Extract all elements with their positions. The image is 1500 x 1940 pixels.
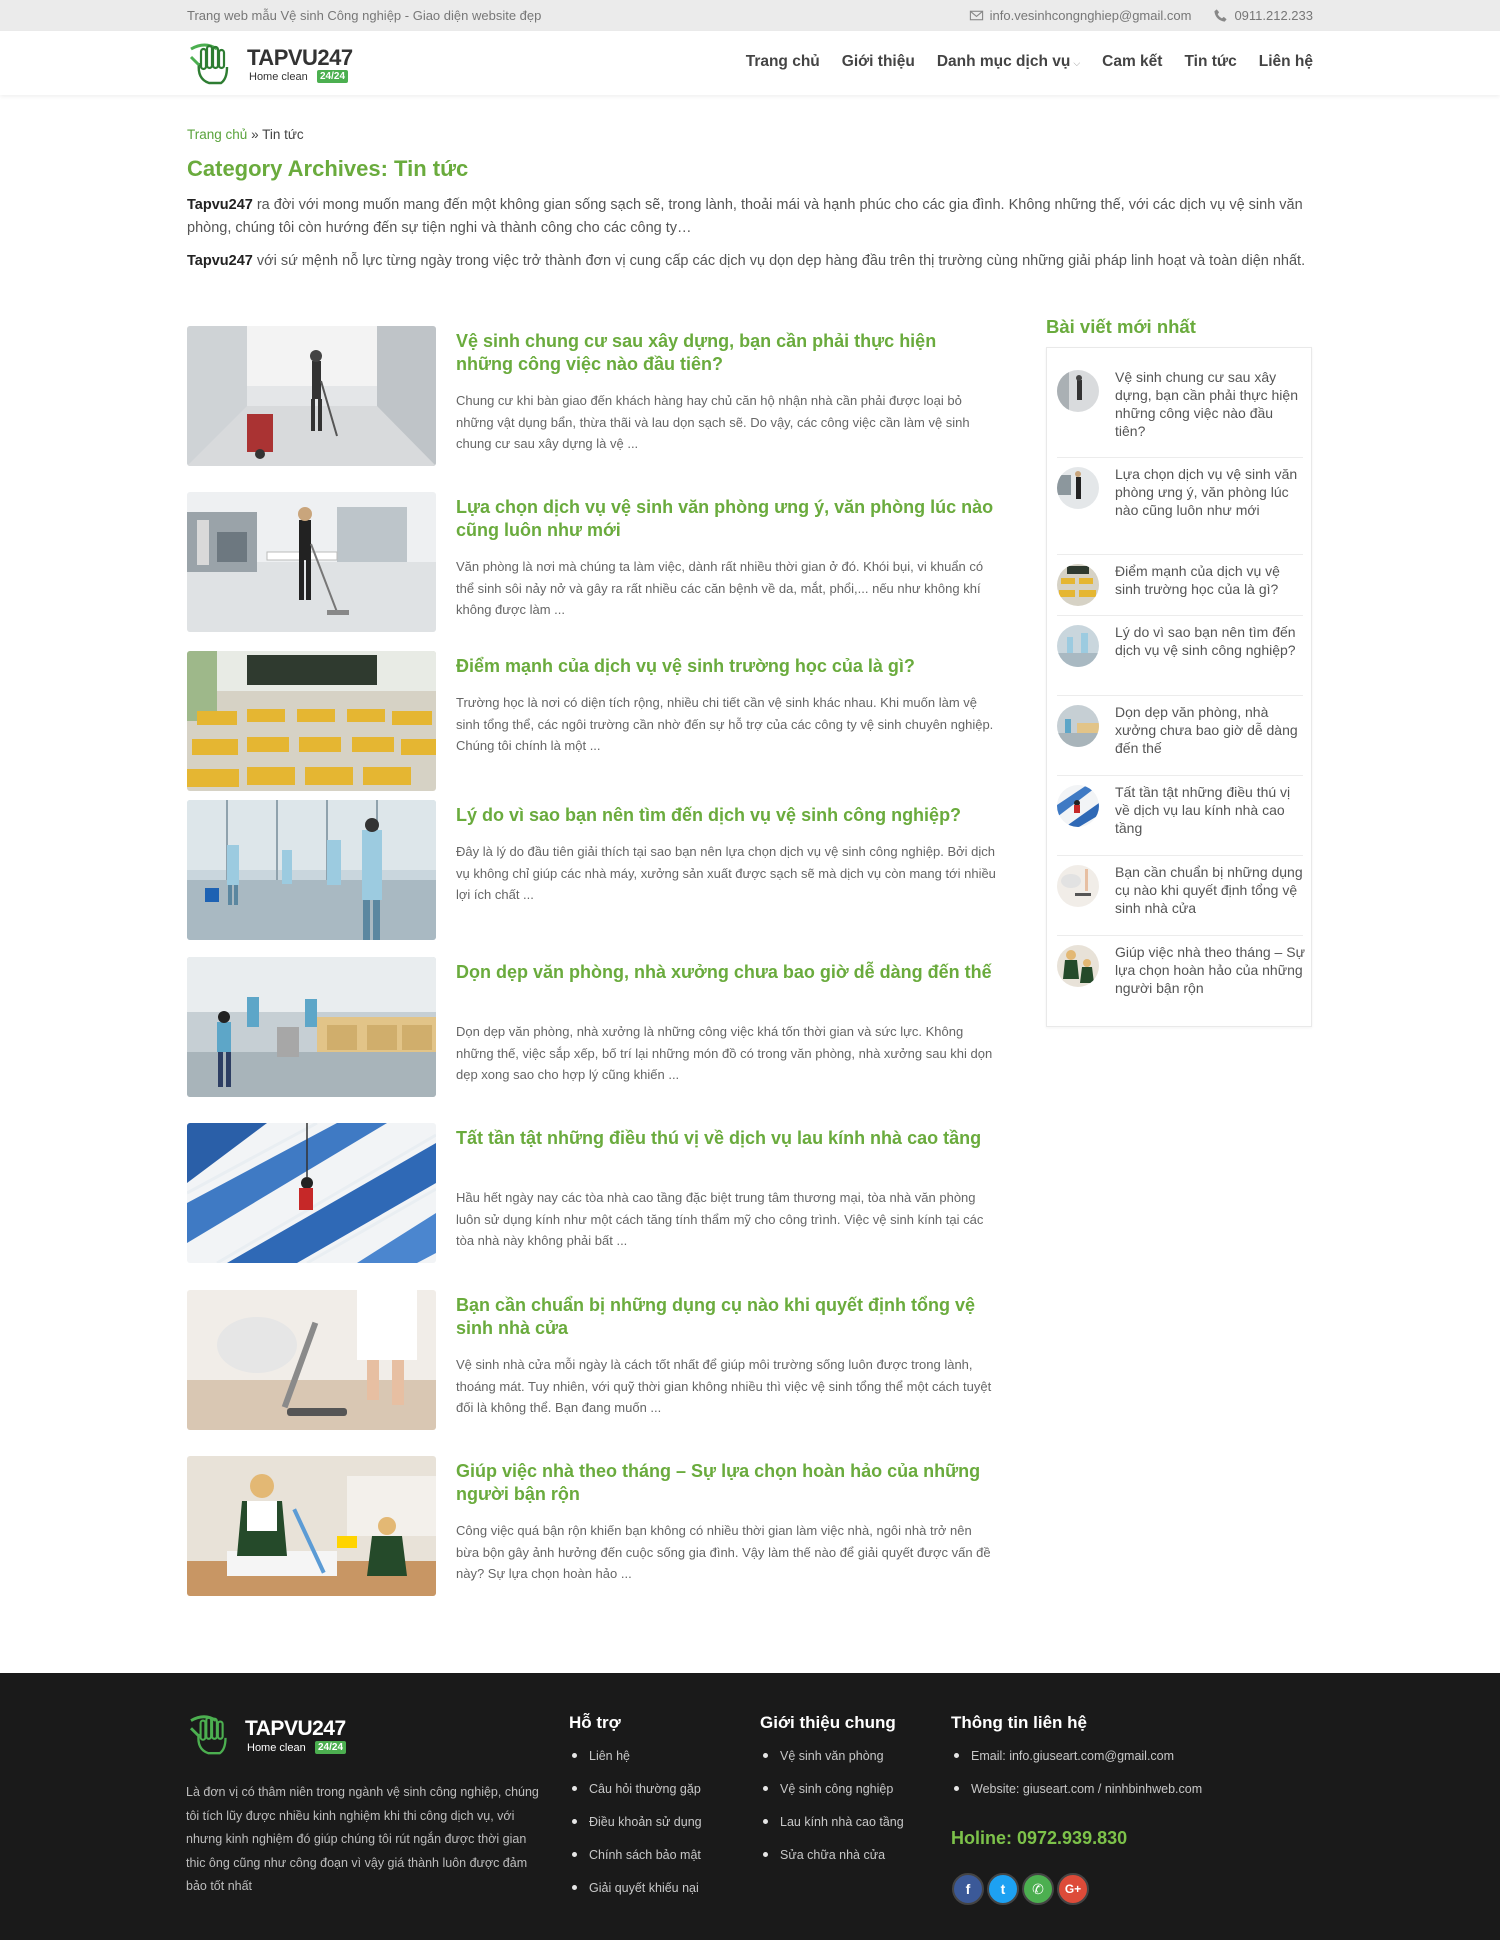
nav-home[interactable]: Trang chủ — [745, 53, 820, 70]
divider — [1057, 855, 1303, 856]
post-title[interactable]: Giúp việc nhà theo tháng – Sự lựa chọn hoàn hảo của những người bận rộn — [456, 1461, 981, 1504]
footer-logo-brand: TAPVU247 — [245, 1717, 346, 1740]
breadcrumb-separator: » — [251, 127, 259, 142]
recent-post-thumb — [1057, 467, 1099, 509]
footer-contact-email[interactable]: Email: info.giuseart.com@gmail.com — [951, 1749, 1202, 1782]
breadcrumb-current: Tin tức — [262, 127, 304, 142]
footer-logo[interactable] — [187, 1711, 357, 1761]
footer-logo-sub: Home clean — [247, 1742, 306, 1754]
recent-post-thumb — [1057, 785, 1099, 827]
divider — [1057, 775, 1303, 776]
facebook-icon[interactable]: f — [952, 1873, 984, 1905]
divider — [1057, 615, 1303, 616]
footer-contact-website[interactable]: Website: giuseart.com / ninhbinhweb.com — [951, 1782, 1202, 1815]
recent-post-thumb — [1057, 625, 1099, 667]
footer-general-list — [760, 1749, 904, 1881]
post-thumbnail[interactable] — [187, 1123, 436, 1263]
post-title[interactable]: Điểm mạnh của dịch vụ vệ sinh trường học của là gì? — [456, 656, 915, 676]
twitter-icon[interactable]: t — [987, 1873, 1019, 1905]
top-bar — [0, 0, 1500, 31]
recent-post-thumb — [1057, 865, 1099, 907]
post-thumbnail[interactable] — [187, 1290, 436, 1430]
sidebar-title: Bài viết mới nhất — [1046, 316, 1196, 337]
footer-link[interactable]: Sửa chữa nhà cửa — [760, 1848, 904, 1881]
footer-link[interactable]: Lau kính nhà cao tầng — [760, 1815, 904, 1848]
recent-post-thumb — [1057, 945, 1099, 987]
footer-link[interactable]: Vệ sinh văn phòng — [760, 1749, 904, 1782]
post-item — [187, 957, 997, 1099]
footer-general-title: Giới thiệu chung — [760, 1713, 896, 1732]
intro-2-strong: Tapvu247 — [187, 253, 253, 269]
post-title[interactable]: Lựa chọn dịch vụ vệ sinh văn phòng ưng ý, văn phòng lúc nào cũng luôn như mới — [456, 497, 994, 540]
logo-sub: Home clean — [249, 71, 308, 83]
recent-post-title: Lý do vì sao bạn nên tìm đến dịch vụ vệ sinh công nghiệp? — [1115, 624, 1296, 658]
footer-link[interactable]: Câu hỏi thường gặp — [569, 1782, 702, 1815]
post-title[interactable]: Vệ sinh chung cư sau xây dựng, bạn cần phải thực hiện những công việc nào đầu tiên? — [456, 331, 937, 374]
post-thumbnail[interactable] — [187, 326, 436, 466]
nav-commitment[interactable]: Cam kết — [1102, 53, 1163, 70]
site-logo[interactable] — [187, 37, 357, 89]
site-footer — [0, 1673, 1500, 1940]
google-plus-icon[interactable]: G+ — [1057, 1873, 1089, 1905]
recent-post-thumb — [1057, 370, 1099, 412]
top-email[interactable] — [969, 8, 1192, 23]
post-excerpt: Vệ sinh nhà cửa mỗi ngày là cách tốt nhất để giúp môi trường sống luôn được trong lành, thoáng mát. Tuy nhiên, với quỹ thời gian không nhiều thì việc vệ sinh tổng thể một cách tuyệt đối là không thể. Bạn đang muốn ... — [456, 1357, 992, 1415]
phone-icon — [1213, 8, 1228, 23]
post-title[interactable]: Lý do vì sao bạn nên tìm đến dịch vụ vệ sinh công nghiệp? — [456, 805, 962, 825]
post-excerpt: Dọn dẹp văn phòng, nhà xưởng là những công việc khá tốn thời gian và sức lực. Không những thế, việc sắp xếp, bố trí lại những món đồ có trong văn phòng, nhà xưởng sau khi dọn dẹp xong sao cho hợp lý cũng khiến ... — [456, 1024, 993, 1082]
footer-general-column — [760, 1713, 904, 1881]
top-phone-text: 0911.212.233 — [1234, 8, 1313, 23]
post-excerpt: Chung cư khi bàn giao đến khách hàng hay chủ căn hộ nhận nhà cần phải được loại bỏ những vật dụng bẩn, thừa thãi và lau dọn sạch sẽ. Do vậy, các công việc cần làm vệ sinh chung cư sau xây dựng là vệ ... — [456, 393, 970, 451]
hotline[interactable]: Holine: 0972.939.830 — [951, 1828, 1128, 1848]
post-item — [187, 492, 997, 634]
footer-support-list — [569, 1749, 702, 1914]
phone-icon[interactable]: ✆ — [1022, 1873, 1054, 1905]
recent-post-title: Giúp việc nhà theo tháng – Sự lựa chọn hoàn hảo của những người bận rộn — [1115, 944, 1305, 996]
divider — [1057, 554, 1303, 555]
divider — [1057, 935, 1303, 936]
intro-1-text: ra đời với mong muốn mang đến một không gian sống sạch sẽ, trong lành, thoải mái và hạnh phúc cho các gia đình. Không những thế, với các dịch vụ vệ sinh văn phòng, chúng tôi còn hướng đến sự tiện nghi và thành công cho các công ty… — [187, 197, 1303, 236]
post-excerpt: Hầu hết ngày nay các tòa nhà cao tầng đặc biệt trung tâm thương mại, tòa nhà văn phòng luôn sử dụng kính như một cách tăng tính thẩm mỹ cho công trình. Việc vệ sinh kính tại các tòa nhà này không phải bất ... — [456, 1190, 984, 1248]
intro-paragraph-2 — [187, 250, 1313, 273]
post-excerpt: Văn phòng là nơi mà chúng ta làm việc, dành rất nhiều thời gian ở đó. Khói bụi, vi khuẩn có thể sinh sôi nảy nở và gây ra rất nhiều các căn bệnh về da, mắt, phổi,... nếu như không khí không được làm ... — [456, 559, 984, 617]
social-buttons — [952, 1873, 1089, 1905]
post-thumbnail[interactable] — [187, 651, 436, 791]
nav-services-label: Danh mục dịch vụ — [936, 53, 1071, 70]
post-item — [187, 1290, 997, 1432]
top-phone[interactable] — [1213, 8, 1313, 23]
post-thumbnail[interactable] — [187, 957, 436, 1097]
intro-paragraph-1 — [187, 194, 1313, 240]
footer-logo-badge: 24/24 — [315, 1741, 346, 1754]
site-header — [0, 31, 1500, 95]
footer-about: Là đơn vị có thâm niên trong ngành vệ sinh công nghiệp, chúng tôi tích lũy được nhiều kinh nghiệm khi thi công dịch vụ, với nhưng kinh nghiệm đó giúp chúng tôi rút ngắn được thời gian thic ông cũng như công đoạn vì vậy giá thành luôn được đảm bảo tốt nhất — [186, 1785, 539, 1893]
site-tagline: Trang web mẫu Vệ sinh Công nghiệp - Giao diện website đẹp — [187, 8, 542, 23]
recent-post-title: Lựa chọn dịch vụ vệ sinh văn phòng ưng ý, văn phòng lúc nào cũng luôn như mới — [1115, 466, 1298, 518]
footer-link[interactable]: Chính sách bảo mật — [569, 1848, 702, 1881]
post-excerpt: Trường học là nơi có diện tích rộng, nhiều chi tiết cần vệ sinh khác nhau. Khi muốn làm vệ sinh tổng thể, các ngôi trường cần nhờ đến sự hỗ trợ của các công ty vệ sinh chuyên nghiệp. Chúng tôi chính là một ... — [456, 695, 994, 753]
divider — [1057, 695, 1303, 696]
post-title[interactable]: Tất tần tật những điều thú vị về dịch vụ lau kính nhà cao tầng — [456, 1128, 982, 1148]
footer-link[interactable]: Liên hệ — [569, 1749, 702, 1782]
post-item — [187, 1123, 997, 1265]
footer-support-column — [569, 1713, 702, 1914]
post-excerpt: Công việc quá bận rộn khiến bạn không có nhiều thời gian làm việc nhà, ngôi nhà trở nên bừa bộn gây ảnh hưởng đến cuộc sống gia đình. Vậy làm thế nào để giải quyết được vấn đề này? Sự lựa chọn hoàn hảo ... — [456, 1523, 991, 1581]
chevron-down-icon: ⌵ — [1073, 58, 1081, 68]
recent-post-title: Dọn dẹp văn phòng, nhà xưởng chưa bao giờ dễ dàng đến thế — [1115, 704, 1298, 756]
logo-badge: 24/24 — [317, 70, 348, 83]
breadcrumb — [187, 127, 304, 142]
recent-post-title: Tất tần tật những điều thú vị về dịch vụ lau kính nhà cao tầng — [1115, 784, 1291, 836]
post-excerpt: Đây là lý do đầu tiên giải thích tại sao bạn nên lựa chọn dịch vụ vệ sinh công nghiệp. Bởi dịch vụ không chỉ giúp các nhà máy, xưởng sản xuất được sạch sẽ mà dịch vụ còn mang tới nhiều lợi ích chất ... — [456, 844, 996, 902]
footer-support-title: Hỗ trợ — [569, 1713, 621, 1732]
logo-brand: TAPVU247 — [247, 45, 353, 70]
breadcrumb-home[interactable]: Trang chủ — [187, 127, 248, 142]
divider — [1057, 457, 1303, 458]
footer-link[interactable]: Điều khoản sử dụng — [569, 1815, 702, 1848]
post-item — [187, 651, 997, 793]
post-thumbnail[interactable] — [187, 1456, 436, 1596]
recent-posts-widget — [1046, 347, 1312, 1027]
intro-2-text: với sứ mệnh nỗ lực từng ngày trong việc trở thành đơn vị cung cấp các dịch vụ dọn dẹp hàng đầu trên thị trường cùng những giải pháp linh hoạt và toàn diện nhất. — [252, 253, 1306, 269]
footer-contact-column — [951, 1713, 1202, 1815]
post-item — [187, 800, 997, 942]
recent-post-thumb — [1057, 705, 1099, 747]
post-thumbnail[interactable] — [187, 800, 436, 940]
recent-post-thumb — [1057, 564, 1099, 606]
post-title[interactable]: Bạn cần chuẩn bị những dụng cụ nào khi quyết định tổng vệ sinh nhà cửa — [456, 1295, 976, 1338]
nav-contact[interactable]: Liên hệ — [1258, 53, 1313, 70]
footer-link[interactable]: Giải quyết khiếu nại — [569, 1881, 702, 1914]
post-item — [187, 1456, 997, 1598]
intro-1-strong: Tapvu247 — [187, 197, 253, 213]
footer-link[interactable]: Vệ sinh công nghiệp — [760, 1782, 904, 1815]
recent-post-title: Bạn cần chuẩn bị những dụng cụ nào khi quyết định tổng vệ sinh nhà cửa — [1115, 864, 1303, 916]
nav-news[interactable]: Tin tức — [1184, 53, 1237, 70]
main-nav — [746, 53, 1313, 71]
footer-contact-title: Thông tin liên hệ — [951, 1713, 1087, 1732]
nav-about[interactable]: Giới thiệu — [841, 53, 915, 70]
top-email-text: info.vesinhcongnghiep@gmail.com — [989, 8, 1192, 23]
envelope-icon — [969, 8, 984, 23]
top-contact — [969, 8, 1313, 23]
hand-logo-icon — [187, 39, 243, 87]
post-item — [187, 326, 997, 468]
recent-post-title: Điểm mạnh của dịch vụ vệ sinh trường học của là gì? — [1115, 563, 1280, 597]
post-title[interactable]: Dọn dẹp văn phòng, nhà xưởng chưa bao giờ dễ dàng đến thế — [456, 962, 992, 982]
page-title: Category Archives: Tin tức — [187, 156, 469, 181]
post-thumbnail[interactable] — [187, 492, 436, 632]
hand-logo-icon — [187, 1711, 241, 1757]
nav-services[interactable] — [937, 53, 1080, 71]
footer-contact-list — [951, 1749, 1202, 1815]
recent-post-title: Vệ sinh chung cư sau xây dựng, bạn cần phải thực hiện những công việc nào đầu tiên? — [1115, 369, 1298, 439]
